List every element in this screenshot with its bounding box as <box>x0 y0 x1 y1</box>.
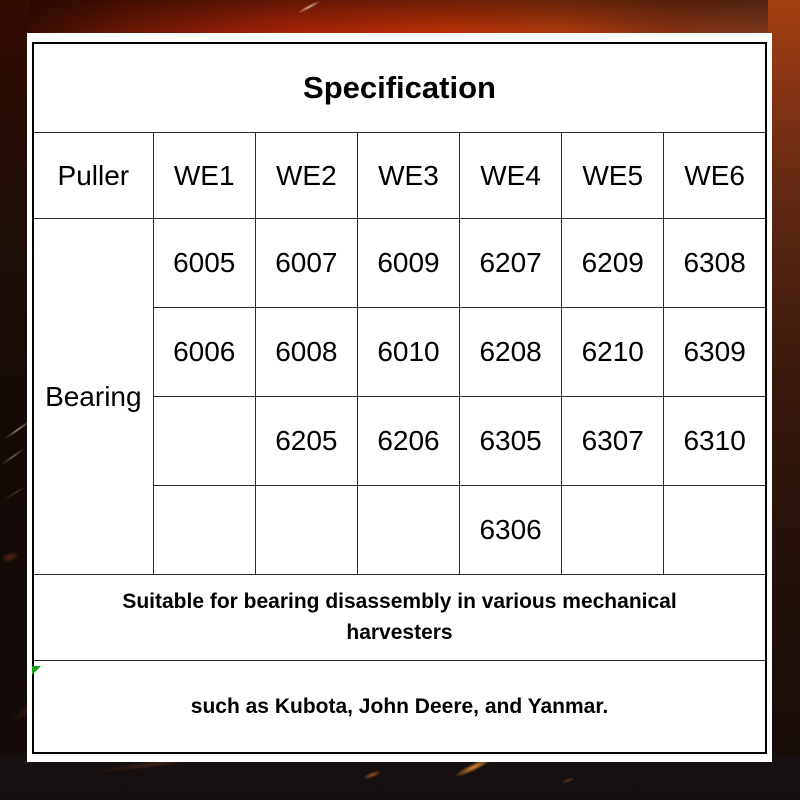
column-header-we1: WE1 <box>153 133 255 219</box>
table-cell <box>562 486 664 575</box>
spec-card <box>27 33 772 762</box>
table-cell <box>357 486 459 575</box>
table-cell: 6008 <box>255 308 357 397</box>
fire-glow-left <box>0 0 29 800</box>
table-cell: 6305 <box>460 397 562 486</box>
table-cell: 6310 <box>664 397 766 486</box>
column-header-we6: WE6 <box>664 133 766 219</box>
table-cell: 6208 <box>460 308 562 397</box>
page-title: Specification <box>33 43 766 133</box>
table-cell: 6308 <box>664 219 766 308</box>
table-cell: 6006 <box>153 308 255 397</box>
fire-glow-right <box>768 0 800 800</box>
row-group-label-bearing: Bearing <box>33 219 153 575</box>
table-cell: 6307 <box>562 397 664 486</box>
table-cell: 6009 <box>357 219 459 308</box>
table-note-row <box>33 575 766 661</box>
table-header-row <box>33 133 766 219</box>
table-note-row <box>33 661 766 754</box>
brands-note: such as Kubota, John Deere, and Yanmar. <box>33 661 766 754</box>
table-cell: 6205 <box>255 397 357 486</box>
table-cell: 6007 <box>255 219 357 308</box>
table-cell: 6005 <box>153 219 255 308</box>
table-cell <box>153 486 255 575</box>
column-header-we2: WE2 <box>255 133 357 219</box>
table-cell: 6209 <box>562 219 664 308</box>
table-cell: 6010 <box>357 308 459 397</box>
column-header-we5: WE5 <box>562 133 664 219</box>
table-cell: 6309 <box>664 308 766 397</box>
table-cell: 6210 <box>562 308 664 397</box>
green-corner-marker-icon <box>32 666 41 675</box>
table-cell: 6206 <box>357 397 459 486</box>
table-cell: 6306 <box>460 486 562 575</box>
fire-glow-bottom <box>0 756 800 800</box>
table-cell: 6207 <box>460 219 562 308</box>
column-header-we3: WE3 <box>357 133 459 219</box>
table-cell <box>255 486 357 575</box>
table-cell <box>153 397 255 486</box>
table-cell <box>664 486 766 575</box>
specification-table <box>32 42 767 754</box>
column-header-we4: WE4 <box>460 133 562 219</box>
table-title-row <box>33 43 766 133</box>
column-header-puller: Puller <box>33 133 153 219</box>
suitability-note: Suitable for bearing disassembly in various mechanical harvesters <box>33 575 766 661</box>
table-row <box>33 219 766 308</box>
